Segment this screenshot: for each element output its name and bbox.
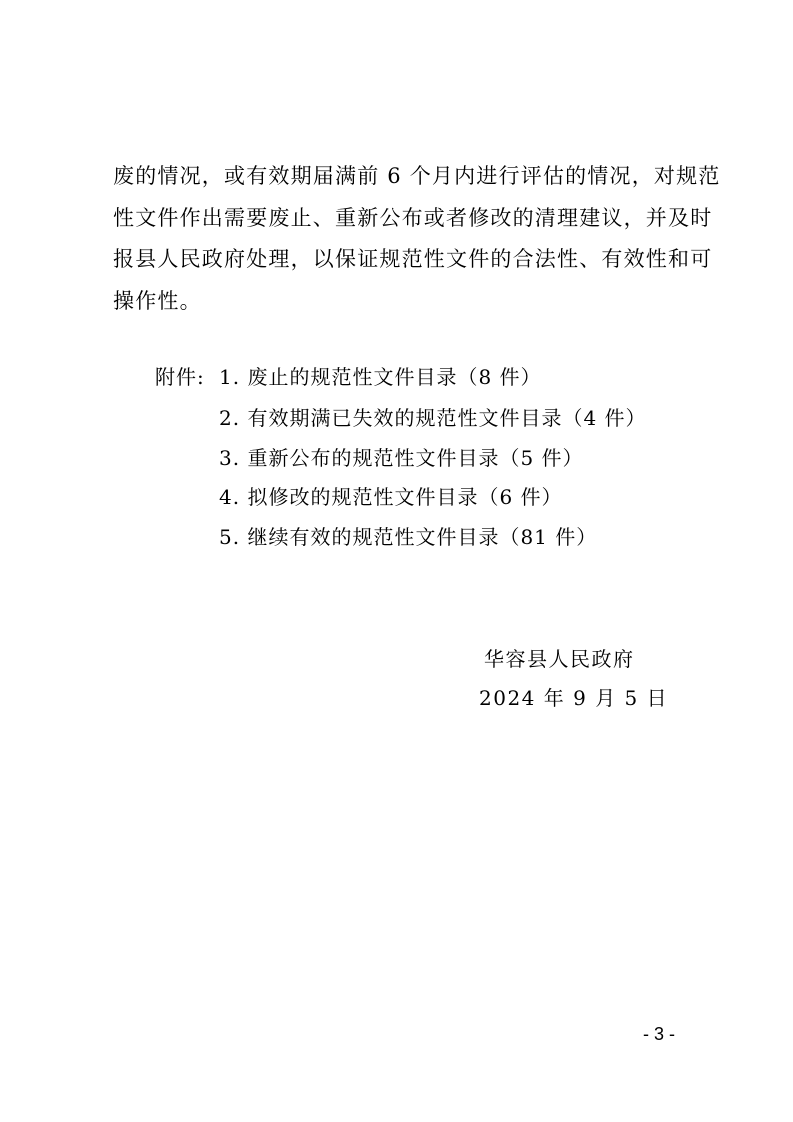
attachment-item: 4. 拟修改的规范性文件目录（6 件） (219, 485, 563, 509)
issue-date: 2024 年 9 月 5 日 (479, 686, 669, 710)
attachments-label: 附件: (155, 365, 205, 389)
attachment-item: 1. 废止的规范性文件目录（8 件） (219, 365, 542, 389)
attachment-item: 3. 重新公布的规范性文件目录（5 件） (219, 446, 584, 470)
issuer-name: 华容县人民政府 (484, 647, 635, 671)
attachment-item: 2. 有效期满已失效的规范性文件目录（4 件） (219, 406, 647, 430)
page-number: - 3 - (642, 1024, 675, 1044)
paragraph-line: 性文件作出需要废止、重新公布或者修改的清理建议，并及时 (113, 206, 713, 230)
attachment-item: 5. 继续有效的规范性文件目录（81 件） (219, 525, 598, 549)
paragraph-line: 废的情况，或有效期届满前 6 个月内进行评估的情况，对规范 (113, 164, 721, 188)
paragraph-line: 操作性。 (113, 289, 202, 313)
paragraph-line: 报县人民政府处理，以保证规范性文件的合法性、有效性和可 (113, 247, 713, 271)
